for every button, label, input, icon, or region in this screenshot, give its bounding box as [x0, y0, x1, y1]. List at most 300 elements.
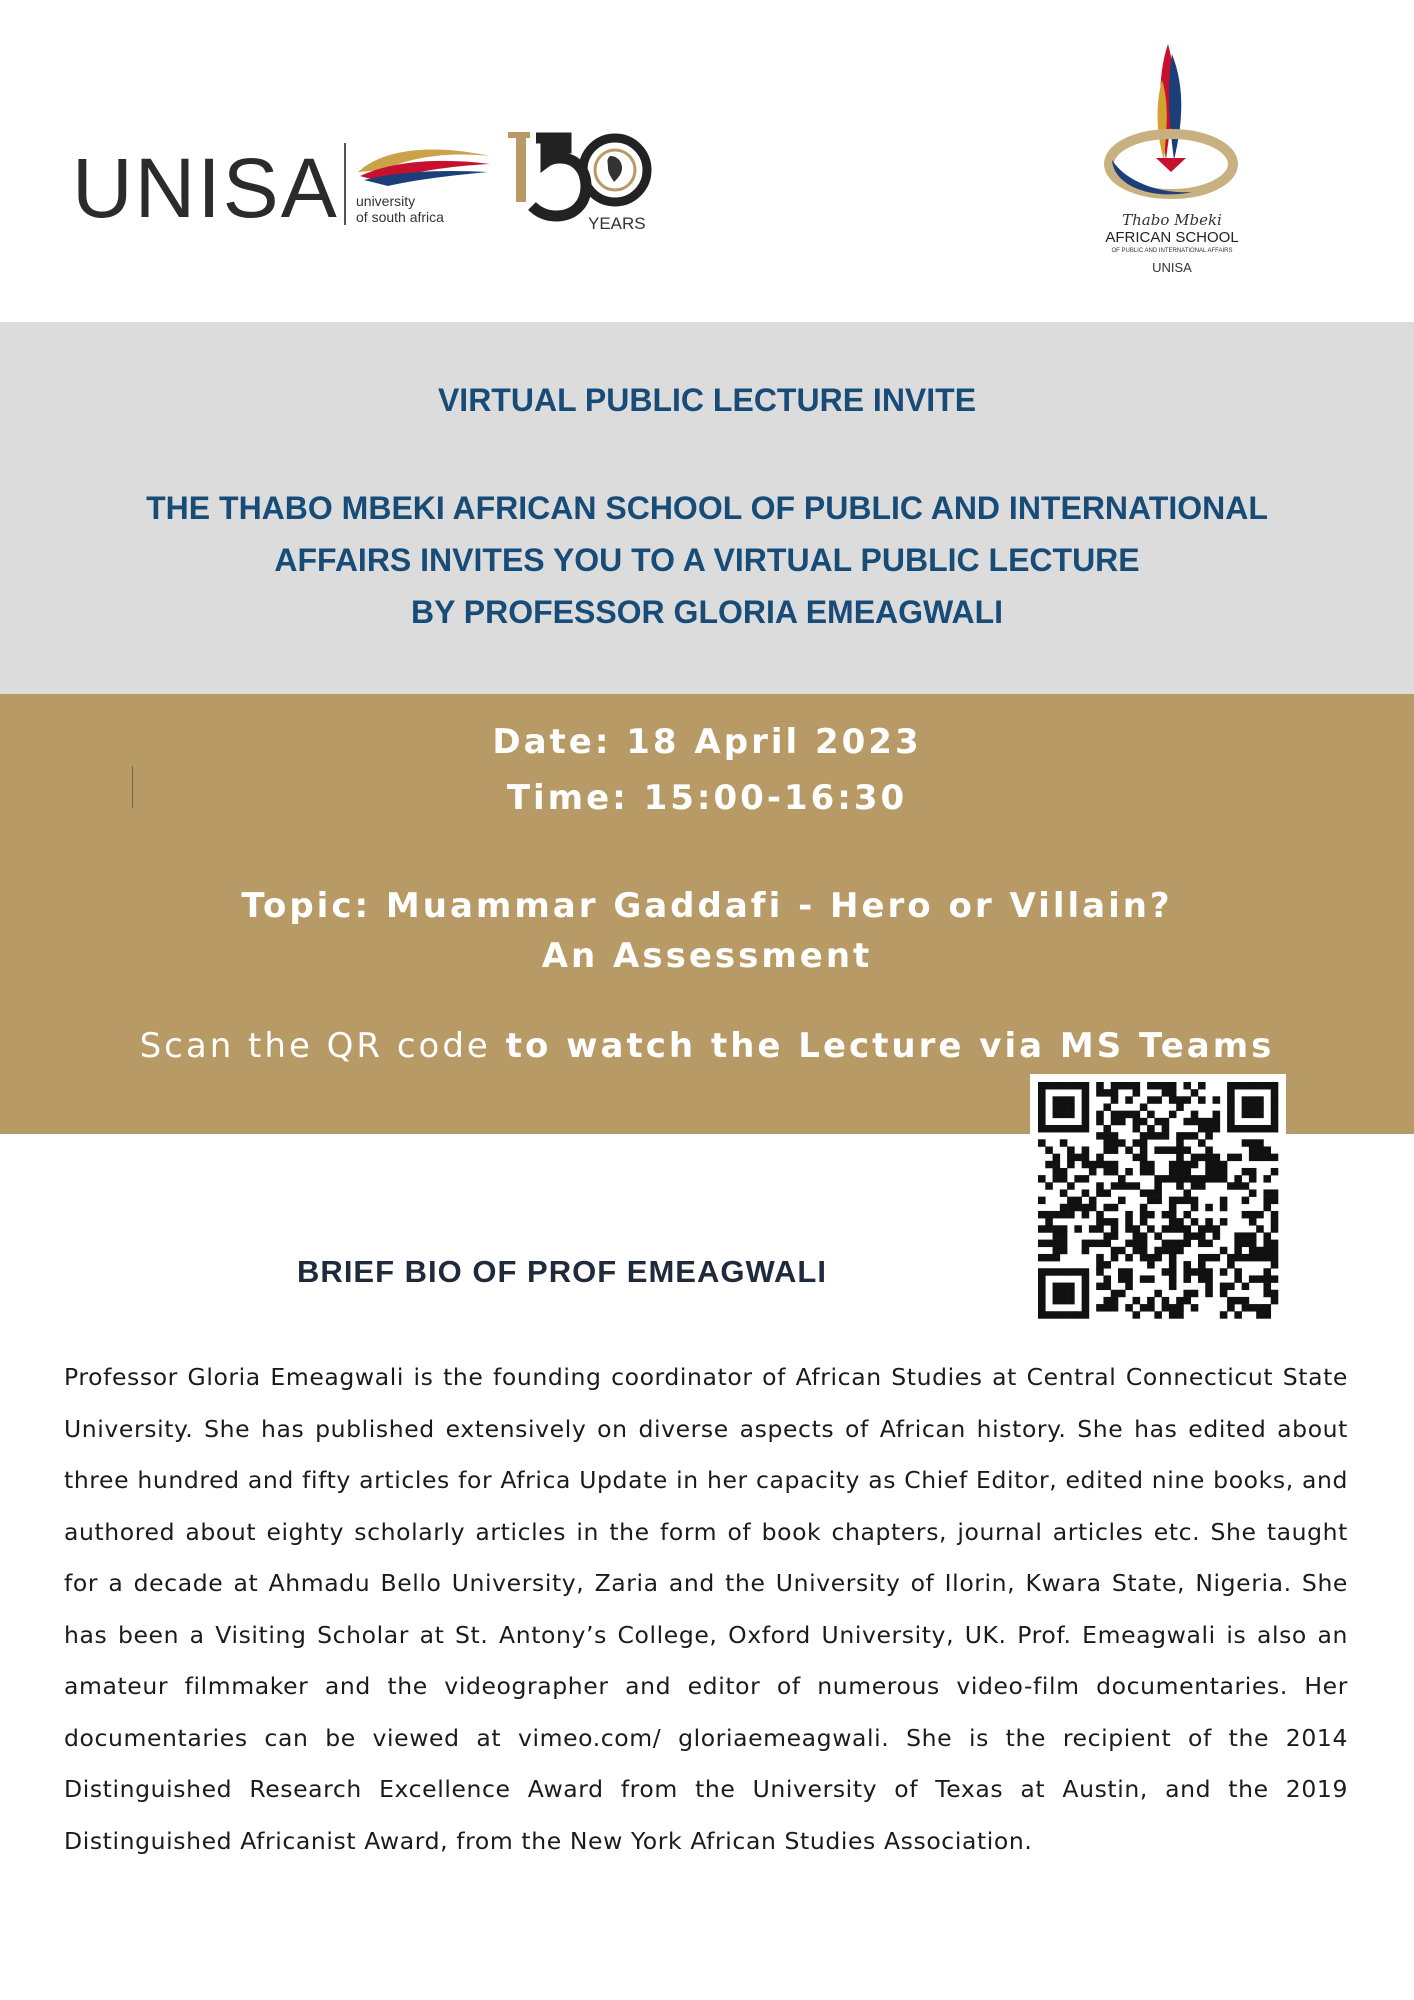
qr-module	[1096, 1182, 1104, 1189]
qr-module	[1263, 1154, 1271, 1161]
event-time: Time: 15:00-16:30	[506, 778, 908, 818]
qr-module	[1140, 1103, 1148, 1110]
qr-module	[1053, 1096, 1061, 1103]
qr-module	[1133, 1240, 1141, 1247]
qr-module	[1234, 1232, 1242, 1239]
qr-module	[1249, 1175, 1257, 1182]
qr-module	[1183, 1082, 1191, 1089]
invite-line-3: BY PROFESSOR GLORIA EMEAGWALI	[410, 594, 1004, 630]
qr-module	[1133, 1139, 1141, 1146]
qr-module	[1074, 1125, 1082, 1132]
qr-module	[1038, 1197, 1046, 1204]
qr-module	[1220, 1197, 1228, 1204]
qr-module	[1213, 1161, 1221, 1168]
qr-module	[1191, 1182, 1199, 1189]
qr-module	[1140, 1204, 1148, 1211]
qr-module	[1213, 1154, 1221, 1161]
qr-module	[1060, 1297, 1068, 1304]
qr-module	[1205, 1290, 1213, 1297]
qr-module	[1111, 1118, 1119, 1125]
qr-module	[1067, 1204, 1075, 1211]
qr-module	[1256, 1096, 1264, 1103]
qr-module	[1038, 1304, 1046, 1311]
qr-module	[1256, 1103, 1264, 1110]
qr-module	[1053, 1290, 1061, 1297]
qr-module	[1198, 1182, 1206, 1189]
qr-module	[1176, 1161, 1184, 1168]
qr-module	[1140, 1232, 1148, 1239]
qr-module	[1053, 1168, 1061, 1175]
qr-module	[1111, 1111, 1119, 1118]
qr-module	[1263, 1304, 1271, 1311]
qr-module	[1234, 1311, 1242, 1318]
qr-module	[1249, 1304, 1257, 1311]
qr-module	[1140, 1146, 1148, 1153]
qr-module	[1154, 1132, 1162, 1139]
qr-module	[1074, 1154, 1082, 1161]
qr-module	[1220, 1161, 1228, 1168]
qr-module	[1227, 1297, 1235, 1304]
qr-module	[1263, 1197, 1271, 1204]
qr-module	[1271, 1168, 1279, 1175]
qr-module	[1249, 1232, 1257, 1239]
qr-module	[1111, 1161, 1119, 1168]
qr-module	[1271, 1290, 1279, 1297]
qr-module	[1125, 1096, 1133, 1103]
qr-module	[1067, 1111, 1075, 1118]
qr-module	[1234, 1175, 1242, 1182]
qr-module	[1074, 1082, 1082, 1089]
qr-module	[1060, 1168, 1068, 1175]
qr-module	[1256, 1225, 1264, 1232]
qr-module	[1263, 1290, 1271, 1297]
qr-module	[1053, 1211, 1061, 1218]
qr-module	[1256, 1304, 1264, 1311]
invite-line-1: THE THABO MBEKI AFRICAN SCHOOL OF PUBLIC AND INTERNATIONAL	[146, 490, 1268, 526]
qr-module	[1140, 1139, 1148, 1146]
qr-module	[1205, 1218, 1213, 1225]
qr-module	[1111, 1146, 1119, 1153]
unisa-subtitle	[356, 193, 444, 225]
qr-module	[1198, 1225, 1206, 1232]
qr-module	[1133, 1118, 1141, 1125]
qr-module	[1133, 1111, 1141, 1118]
qr-module	[1060, 1311, 1068, 1318]
qr-module	[1176, 1096, 1184, 1103]
qr-module	[1045, 1240, 1053, 1247]
qr-module	[1191, 1304, 1199, 1311]
qr-module	[1176, 1154, 1184, 1161]
qr-module	[1140, 1218, 1148, 1225]
header	[0, 0, 1414, 322]
qr-module	[1089, 1168, 1097, 1175]
qr-module	[1249, 1111, 1257, 1118]
qr-module	[1183, 1211, 1191, 1218]
qr-module	[1082, 1125, 1090, 1132]
qr-module	[1067, 1197, 1075, 1204]
qr-module	[1162, 1118, 1170, 1125]
qr-module	[1205, 1125, 1213, 1132]
qr-module	[1038, 1311, 1046, 1318]
qr-module	[1205, 1161, 1213, 1168]
qr-module	[1249, 1189, 1257, 1196]
qr-module	[1234, 1240, 1242, 1247]
qr-module	[1213, 1125, 1221, 1132]
qr-module	[1111, 1290, 1119, 1297]
qr-module	[1045, 1218, 1053, 1225]
qr-module	[1111, 1304, 1119, 1311]
qr-module	[1111, 1297, 1119, 1304]
qr-module	[1227, 1103, 1235, 1110]
qr-module	[1169, 1089, 1177, 1096]
qr-module	[1234, 1125, 1242, 1132]
qr-module	[1060, 1175, 1068, 1182]
qr-module	[1154, 1096, 1162, 1103]
qr-module	[1060, 1232, 1068, 1239]
qr-module	[1183, 1132, 1191, 1139]
qr-module	[1183, 1240, 1191, 1247]
qr-module	[1169, 1111, 1177, 1118]
qr-module	[1053, 1161, 1061, 1168]
qr-module	[1053, 1082, 1061, 1089]
qr-module	[1249, 1096, 1257, 1103]
qr-module	[1198, 1096, 1206, 1103]
qr-module	[1067, 1290, 1075, 1297]
qr-module	[1249, 1103, 1257, 1110]
qr-module	[1154, 1189, 1162, 1196]
qr-module	[1147, 1161, 1155, 1168]
bio-heading: BRIEF BIO OF PROF EMEAGWALI	[297, 1254, 827, 1289]
qr-module	[1111, 1168, 1119, 1175]
qr-module	[1227, 1111, 1235, 1118]
qr-module	[1213, 1118, 1221, 1125]
qr-module	[1118, 1111, 1126, 1118]
qr-module	[1082, 1082, 1090, 1089]
qr-module	[1249, 1211, 1257, 1218]
qr-module	[1096, 1211, 1104, 1218]
qr-module	[1205, 1225, 1213, 1232]
qr-module	[1183, 1096, 1191, 1103]
qr-module	[1249, 1168, 1257, 1175]
qr-module	[1162, 1211, 1170, 1218]
qr-module	[1271, 1154, 1279, 1161]
qr-module	[1249, 1125, 1257, 1132]
qr-module	[1162, 1125, 1170, 1132]
qr-module	[1213, 1232, 1221, 1239]
qr-module	[1263, 1175, 1271, 1182]
qr-module	[1103, 1161, 1111, 1168]
qr-module	[1213, 1225, 1221, 1232]
qr-module	[1191, 1197, 1199, 1204]
qr-module	[1038, 1240, 1046, 1247]
qr-module	[1118, 1182, 1126, 1189]
qr-module	[1140, 1118, 1148, 1125]
qr-module	[1249, 1139, 1257, 1146]
qr-module	[1140, 1168, 1148, 1175]
qr-module	[1096, 1161, 1104, 1168]
qr-module	[1176, 1197, 1184, 1204]
qr-module	[1074, 1204, 1082, 1211]
qr-module	[1118, 1139, 1126, 1146]
qr-module	[1082, 1211, 1090, 1218]
qr-module	[1271, 1211, 1279, 1218]
qr-module	[1154, 1232, 1162, 1239]
qr-module	[1147, 1132, 1155, 1139]
qr-module	[1198, 1125, 1206, 1132]
qr-module	[1125, 1225, 1133, 1232]
qr-module	[1183, 1189, 1191, 1196]
bio-text: Professor Gloria Emeagwali is the founding coordinator of African Studies at Central Connecticut State University. She has published extensively on diverse aspects of African history. She has edited about three hundred and fifty articles for Africa Update in her capacity as Chief Editor, edited nine books, and authored about eighty scholarly articles in the form of book chapters, journal articles etc. She taught for a decade at Ahmadu Bello University, Zaria and the University of Ilorin, Kwara State, Nigeria. She has been a Visiting Scholar at St. Antony’s College, Oxford University, UK. Prof. Emeagwali is also an amateur filmmaker and the videographer and editor of numerous video-film documentaries. Her documentaries can be viewed at vimeo.com/ gloriaemeagwali. She is the recipient of the 2014 Distinguished Research Excellence Award from the University of Texas at Austin, and the 2019 Distinguished Africanist Award, from the New York African Studies Association.	[64, 1363, 1348, 1855]
qr-module	[1060, 1211, 1068, 1218]
qr-module	[1205, 1168, 1213, 1175]
qr-module	[1147, 1111, 1155, 1118]
qr-module	[1067, 1211, 1075, 1218]
qr-module	[1118, 1118, 1126, 1125]
qr-module	[1191, 1175, 1199, 1182]
qr-module	[1060, 1204, 1068, 1211]
qr-module	[1256, 1111, 1264, 1118]
qr-module	[1133, 1232, 1141, 1239]
qr-module	[1147, 1082, 1155, 1089]
qr-module	[1125, 1182, 1133, 1189]
qr-module	[1263, 1082, 1271, 1089]
qr-module	[1082, 1175, 1090, 1182]
qr-module	[1053, 1311, 1061, 1318]
qr-module	[1198, 1118, 1206, 1125]
qr-module	[1242, 1304, 1250, 1311]
qr-module	[1169, 1161, 1177, 1168]
qr-module	[1242, 1297, 1250, 1304]
qr-module	[1169, 1225, 1177, 1232]
qr-module	[1256, 1211, 1264, 1218]
qr-module	[1118, 1197, 1126, 1204]
qr-module	[1220, 1204, 1228, 1211]
qr-module	[1147, 1297, 1155, 1304]
qr-module	[1103, 1240, 1111, 1247]
qr-module	[1045, 1182, 1053, 1189]
qr-module	[1183, 1175, 1191, 1182]
qr-module	[1111, 1232, 1119, 1239]
qr-module	[1220, 1168, 1228, 1175]
qr-module	[1053, 1111, 1061, 1118]
qr-module	[1038, 1082, 1046, 1089]
unisa-swoosh-icon	[354, 142, 494, 188]
qr-module	[1205, 1132, 1213, 1139]
qr-module	[1038, 1211, 1046, 1218]
qr-module	[1133, 1154, 1141, 1161]
qr-module	[1242, 1139, 1250, 1146]
qr-module	[1038, 1175, 1046, 1182]
qr-module	[1154, 1175, 1162, 1182]
qr-module	[1140, 1132, 1148, 1139]
qr-module	[1271, 1118, 1279, 1125]
qr-module	[1082, 1204, 1090, 1211]
qr-module	[1082, 1161, 1090, 1168]
qr-module	[1162, 1082, 1170, 1089]
qr-module	[1183, 1161, 1191, 1168]
qr-module	[1242, 1232, 1250, 1239]
qr-module	[1263, 1311, 1271, 1318]
qr-module	[1038, 1118, 1046, 1125]
qr-module	[1191, 1290, 1199, 1297]
qr-module	[1089, 1197, 1097, 1204]
qr-module	[1271, 1197, 1279, 1204]
qr-module	[1147, 1225, 1155, 1232]
qr-module	[1234, 1082, 1242, 1089]
qr-module	[1103, 1139, 1111, 1146]
qr-module	[1140, 1240, 1148, 1247]
qr-module	[1060, 1290, 1068, 1297]
qr-module	[1256, 1146, 1264, 1153]
qr-module	[1067, 1096, 1075, 1103]
qr-module	[1067, 1103, 1075, 1110]
qr-module	[1067, 1297, 1075, 1304]
qr-module	[1242, 1082, 1250, 1089]
qr-module	[1103, 1189, 1111, 1196]
qr-module	[1082, 1111, 1090, 1118]
qr-module	[1140, 1161, 1148, 1168]
qr-module	[1067, 1125, 1075, 1132]
qr-module	[1038, 1290, 1046, 1297]
qr-module	[1213, 1168, 1221, 1175]
qr-module	[1242, 1211, 1250, 1218]
qr-module	[1227, 1089, 1235, 1096]
qr-module	[1183, 1290, 1191, 1297]
qr-module	[1271, 1096, 1279, 1103]
qr-module	[1125, 1218, 1133, 1225]
qr-module	[1234, 1182, 1242, 1189]
qr-module	[1249, 1240, 1257, 1247]
logo-divider	[344, 143, 346, 225]
event-details-banner	[0, 694, 1414, 1134]
qr-module	[1096, 1225, 1104, 1232]
qr-module	[1162, 1304, 1170, 1311]
qr-module	[1103, 1103, 1111, 1110]
qr-module	[1242, 1182, 1250, 1189]
qr-module	[1242, 1111, 1250, 1118]
qr-module	[1205, 1204, 1213, 1211]
qr-module	[1074, 1197, 1082, 1204]
qr-module	[1067, 1161, 1075, 1168]
qr-module	[1053, 1154, 1061, 1161]
anniversary-label: YEARS	[588, 214, 646, 233]
qr-module	[1045, 1082, 1053, 1089]
event-topic-line2: An Assessment	[541, 936, 873, 976]
qr-module	[1074, 1225, 1082, 1232]
qr-module	[1191, 1154, 1199, 1161]
qr-module	[1227, 1118, 1235, 1125]
qr-module	[1096, 1111, 1104, 1118]
qr-module	[1249, 1082, 1257, 1089]
qr-module	[1271, 1225, 1279, 1232]
qr-module	[1082, 1189, 1090, 1196]
qr-module	[1271, 1297, 1279, 1304]
qr-module	[1271, 1089, 1279, 1096]
qr-module	[1118, 1175, 1126, 1182]
qr-module	[1198, 1240, 1206, 1247]
qr-module	[1074, 1175, 1082, 1182]
qr-module	[1133, 1225, 1141, 1232]
school-logo-unisa: UNISA	[1152, 260, 1192, 275]
qr-module	[1060, 1082, 1068, 1089]
qr-module	[1154, 1082, 1162, 1089]
qr-module	[1176, 1168, 1184, 1175]
qr-module	[1060, 1096, 1068, 1103]
qr-module	[1038, 1297, 1046, 1304]
school-logo-name: AFRICAN SCHOOL	[1105, 229, 1239, 246]
qr-module	[1045, 1146, 1053, 1153]
qr-module	[1242, 1240, 1250, 1247]
qr-module	[1067, 1182, 1075, 1189]
qr-module	[1198, 1139, 1206, 1146]
qr-module	[1263, 1189, 1271, 1196]
qr-module	[1111, 1204, 1119, 1211]
qr-module	[1154, 1311, 1162, 1318]
qr-module	[1096, 1118, 1104, 1125]
qr-module	[1191, 1111, 1199, 1118]
qr-module	[1183, 1197, 1191, 1204]
qr-module	[1205, 1240, 1213, 1247]
qr-module	[1045, 1125, 1053, 1132]
qr-module	[1103, 1146, 1111, 1153]
invite-line-2: AFFAIRS INVITES YOU TO A VIRTUAL PUBLIC LECTURE	[274, 542, 1140, 578]
scan-prefix: Scan the QR code	[139, 1026, 491, 1066]
qr-module	[1067, 1154, 1075, 1161]
qr-module	[1103, 1125, 1111, 1132]
scan-instruction	[0, 1026, 1414, 1066]
qr-module	[1140, 1154, 1148, 1161]
qr-module	[1125, 1240, 1133, 1247]
qr-module	[1271, 1189, 1279, 1196]
qr-module	[1169, 1240, 1177, 1247]
qr-module	[1271, 1082, 1279, 1089]
qr-module	[1263, 1146, 1271, 1153]
qr-module	[1096, 1082, 1104, 1089]
qr-module	[1147, 1211, 1155, 1218]
qr-module	[1198, 1154, 1206, 1161]
qr-module	[1191, 1132, 1199, 1139]
qr-module	[1140, 1211, 1148, 1218]
qr-module	[1169, 1218, 1177, 1225]
qr-module	[1089, 1240, 1097, 1247]
qr-module	[1053, 1225, 1061, 1232]
qr-module	[1198, 1175, 1206, 1182]
qr-module	[1176, 1304, 1184, 1311]
qr-module	[1140, 1189, 1148, 1196]
qr-module	[1176, 1240, 1184, 1247]
qr-module	[1111, 1082, 1119, 1089]
qr-module	[1256, 1082, 1264, 1089]
qr-module	[1111, 1218, 1119, 1225]
qr-module	[1111, 1182, 1119, 1189]
qr-module	[1263, 1204, 1271, 1211]
qr-module	[1082, 1146, 1090, 1153]
qr-module	[1234, 1154, 1242, 1161]
qr-module	[1249, 1154, 1257, 1161]
qr-module	[1271, 1125, 1279, 1132]
qr-module	[1198, 1082, 1206, 1089]
qr-module	[1242, 1168, 1250, 1175]
qr-module	[1053, 1175, 1061, 1182]
qr-module	[1176, 1175, 1184, 1182]
qr-module	[1074, 1311, 1082, 1318]
qr-module	[1082, 1096, 1090, 1103]
qr-module	[1053, 1297, 1061, 1304]
qr-module	[1067, 1311, 1075, 1318]
qr-module	[1263, 1232, 1271, 1239]
qr-module	[1103, 1218, 1111, 1225]
qr-module	[1096, 1304, 1104, 1311]
